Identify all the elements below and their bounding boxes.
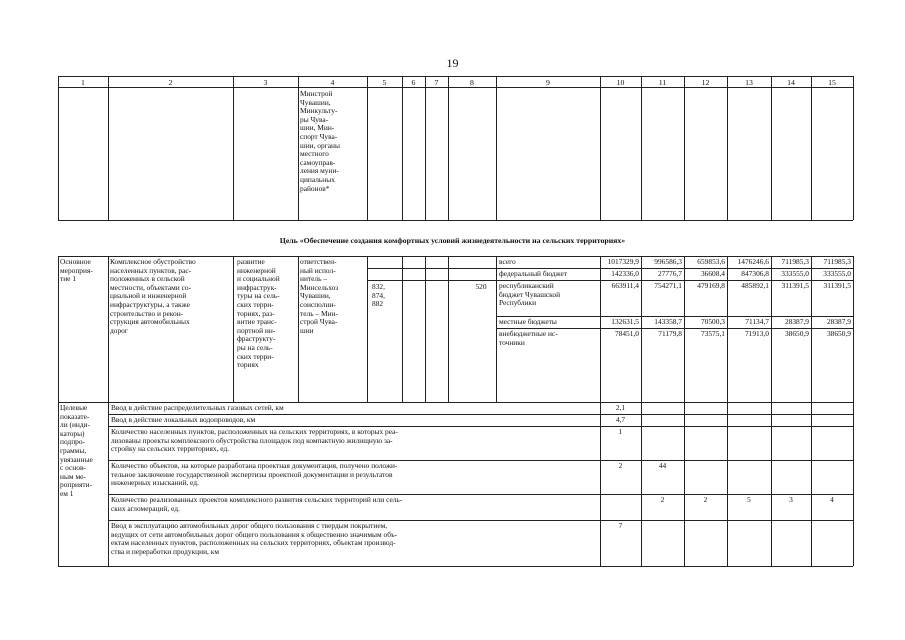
grid-line bbox=[402, 256, 403, 402]
funding-source: республиканский бюджет Чувашской Республики bbox=[499, 281, 561, 308]
grid-line bbox=[853, 256, 854, 402]
funding-value: 996586,3 bbox=[654, 257, 682, 266]
grid-line bbox=[58, 76, 853, 77]
funding-value: 132631,5 bbox=[611, 317, 639, 326]
grid-line bbox=[600, 402, 601, 566]
funding-value: 28387,9 bbox=[784, 317, 809, 326]
funding-value: 143358,7 bbox=[654, 317, 682, 326]
grid-line bbox=[641, 76, 642, 220]
grid-line bbox=[58, 220, 853, 221]
budget-code-vr: 520 bbox=[475, 282, 487, 291]
funding-value: 311391,5 bbox=[781, 281, 809, 290]
main-activity-executor: ответствен- ный испол- нитель – Минсельхоз Чувашии, соисполни- тель – Мин- строй Чува- шии bbox=[300, 257, 339, 335]
funding-value: 485892,1 bbox=[741, 281, 769, 290]
indicator-value: 2 bbox=[660, 495, 665, 504]
funding-value: 479169,8 bbox=[697, 281, 725, 290]
main-activity-task: развитие инженерной и социальной инфраструк- туры на сель- ских терри- ториях, раз- витие транс- портной ин- фраструкту- ры на сель- ских терри- ториях bbox=[237, 257, 280, 370]
funding-value: 36608,4 bbox=[700, 269, 725, 278]
indicator-name: Ввод в действие локальных водопроводов, км bbox=[111, 415, 256, 424]
cont-executors: Минстрой Чувашии, Минкульту- ры Чува- шии, Мин- спорт Чува- шии, органы местного самоуправ- ления муни- ципальных районов* bbox=[300, 89, 340, 193]
grid-line bbox=[727, 76, 728, 220]
funding-value: 71134,7 bbox=[745, 317, 769, 326]
indicator-value: 2 bbox=[618, 461, 623, 470]
grid-line bbox=[853, 402, 854, 566]
funding-value: 1476246,6 bbox=[737, 257, 769, 266]
column-number: 8 bbox=[470, 78, 474, 87]
grid-line bbox=[298, 76, 299, 220]
column-number: 10 bbox=[616, 78, 625, 87]
grid-line bbox=[58, 256, 59, 402]
column-number: 13 bbox=[745, 78, 753, 87]
funding-value: 711985,3 bbox=[823, 257, 851, 266]
indicator-value: 3 bbox=[789, 495, 793, 504]
indicator-name: Количество реализованных проектов комплексного развития сельских территорий или сель- ских агломераций, ед. bbox=[111, 495, 403, 513]
funding-value: 73575,1 bbox=[700, 329, 725, 338]
column-number: 11 bbox=[658, 78, 667, 87]
funding-value: 847306,8 bbox=[741, 269, 769, 278]
funding-source: федеральный бюджет bbox=[499, 269, 568, 278]
column-number: 3 bbox=[263, 78, 268, 87]
goal-title: Цель «Обеспечение создания комфортных условий жизнедеятельности на сельских территориях» bbox=[279, 236, 626, 245]
column-number: 6 bbox=[411, 78, 416, 87]
indicator-value: 2 bbox=[703, 495, 708, 504]
indicator-name: Количество населенных пунктов, расположенных на сельских территориях, в которых реа- лизованы проекты комплексного обустройства площадок под компактную жилищную за- стройку на сельских территориях, ед. bbox=[111, 427, 398, 454]
column-number: 15 bbox=[828, 78, 836, 87]
grid-line bbox=[108, 566, 853, 567]
funding-value: 754271,1 bbox=[654, 281, 682, 290]
grid-line bbox=[58, 566, 108, 567]
grid-line bbox=[811, 402, 812, 566]
grid-line bbox=[496, 256, 497, 402]
column-number: 9 bbox=[546, 78, 550, 87]
indicator-value: 7 bbox=[618, 521, 623, 530]
indicator-value: 2,1 bbox=[615, 403, 626, 412]
grid-line bbox=[298, 256, 299, 402]
funding-value: 38650,9 bbox=[826, 329, 851, 338]
column-number: 4 bbox=[330, 78, 335, 87]
funding-value: 333555,0 bbox=[823, 269, 851, 278]
indicator-name: Количество объектов, на которые разработана проектная документация, получено положи- тельное заключение государственной экспертизы проектной документации и результатов инженерных изысканий, ед. bbox=[111, 461, 398, 488]
funding-value: 28387,9 bbox=[826, 317, 851, 326]
grid-line bbox=[402, 76, 403, 220]
funding-source: всего bbox=[499, 257, 516, 266]
grid-line bbox=[367, 280, 496, 281]
grid-line bbox=[853, 76, 854, 220]
grid-line bbox=[641, 402, 642, 566]
grid-line bbox=[108, 76, 109, 220]
grid-line bbox=[108, 402, 109, 566]
indicator-name: Ввод в эксплуатацию автомобильных дорог общего пользования с твердым покрытием, ведущих от сети автомобильных дорог общего пользования к общественно значимым объ- ектам населенных пунктов, расположенных на сельских территориях, объектам производ- ства и переработки продукции, км bbox=[111, 521, 398, 556]
grid-line bbox=[448, 76, 449, 220]
grid-line bbox=[496, 76, 497, 220]
grid-line bbox=[425, 256, 426, 402]
column-number: 12 bbox=[701, 78, 710, 87]
indicator-value: 1 bbox=[618, 427, 623, 436]
funding-value: 71913,0 bbox=[744, 329, 769, 338]
grid-line bbox=[727, 402, 728, 566]
indicator-value: 5 bbox=[747, 495, 751, 504]
column-number: 7 bbox=[434, 78, 439, 87]
column-number: 2 bbox=[168, 78, 173, 87]
grid-line bbox=[811, 76, 812, 220]
budget-code-grbs: 832, 874, 882 bbox=[372, 282, 385, 309]
grid-line bbox=[367, 256, 368, 402]
funding-source: местные бюджеты bbox=[499, 317, 557, 326]
indicator-value: 4 bbox=[830, 495, 834, 504]
page-number: 19 bbox=[446, 56, 459, 70]
funding-value: 27776,7 bbox=[657, 269, 682, 278]
main-activity-name: Комплексное обустройство населенных пунктов, рас- положенных в сельской местности, объектами со- циальной и инженерной инфраструктуры, а также строительство и рекон- струкция автомобильных дорог bbox=[110, 257, 196, 335]
indicator-value: 44 bbox=[658, 461, 667, 470]
target-indicators-label: Целевые показате- ли (инди- каторы) подпро- граммы, увязанные с основ- ным ме- роприяти- ем 1 bbox=[60, 403, 93, 498]
funding-value: 711985,3 bbox=[781, 257, 809, 266]
funding-value: 71179,8 bbox=[658, 329, 682, 338]
grid-line bbox=[233, 76, 234, 220]
grid-line bbox=[771, 76, 772, 220]
indicator-value: 4,7 bbox=[615, 415, 626, 424]
grid-line bbox=[108, 256, 109, 402]
grid-line bbox=[58, 76, 59, 220]
main-activity-label: Основное мероприя- тие 1 bbox=[60, 257, 93, 284]
funding-value: 333555,0 bbox=[781, 269, 809, 278]
funding-value: 311391,5 bbox=[823, 281, 851, 290]
column-number: 5 bbox=[382, 78, 387, 87]
column-number: 14 bbox=[787, 78, 795, 87]
grid-line bbox=[367, 76, 368, 220]
funding-value: 659853,6 bbox=[697, 257, 725, 266]
grid-line bbox=[367, 268, 496, 269]
column-number: 1 bbox=[81, 78, 85, 87]
funding-value: 70500,3 bbox=[700, 317, 725, 326]
funding-value: 142336,0 bbox=[611, 269, 639, 278]
grid-line bbox=[600, 76, 601, 220]
grid-line bbox=[684, 76, 685, 220]
grid-line bbox=[425, 76, 426, 220]
grid-line bbox=[233, 256, 234, 402]
grid-line bbox=[448, 256, 449, 402]
indicator-name: Ввод в действие распределительных газовых сетей, км bbox=[111, 403, 284, 412]
funding-value: 663911,4 bbox=[611, 281, 639, 290]
funding-source: внебюджетные ис- точники bbox=[499, 329, 558, 347]
grid-line bbox=[684, 402, 685, 566]
funding-value: 38650,9 bbox=[784, 329, 809, 338]
funding-value: 78451,0 bbox=[614, 329, 639, 338]
funding-value: 1017329,9 bbox=[607, 257, 639, 266]
grid-line bbox=[58, 87, 853, 88]
grid-line bbox=[771, 402, 772, 566]
grid-line bbox=[58, 402, 59, 566]
